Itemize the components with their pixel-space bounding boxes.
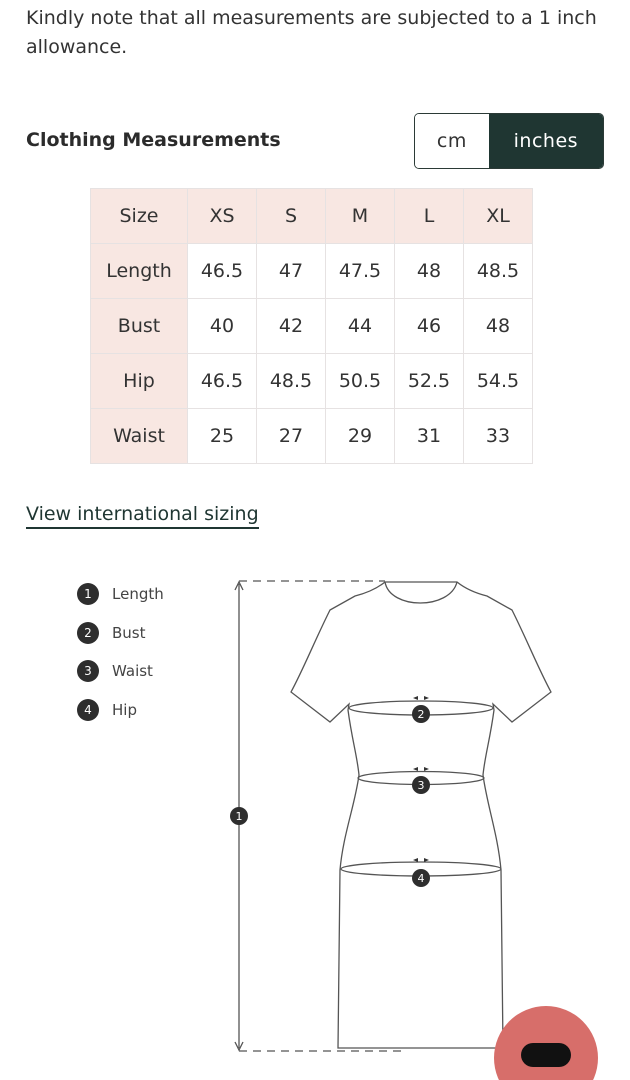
legend-number: 4 bbox=[77, 699, 99, 721]
table-cell: 47 bbox=[257, 244, 326, 299]
bust-marker-number: 2 bbox=[417, 708, 425, 721]
legend-number: 3 bbox=[77, 660, 99, 682]
size-header-l: L bbox=[395, 189, 464, 244]
table-cell: 44 bbox=[326, 299, 395, 354]
size-table bbox=[90, 188, 533, 464]
legend-number: 1 bbox=[77, 583, 99, 605]
size-header-xl: XL bbox=[464, 189, 533, 244]
allowance-note: Kindly note that all measurements are subjected to a 1 inch allowance. bbox=[26, 7, 597, 58]
table-cell: 50.5 bbox=[326, 354, 395, 409]
unit-toggle bbox=[414, 113, 604, 169]
table-cell: 46 bbox=[395, 299, 464, 354]
neckline bbox=[385, 582, 457, 603]
row-label-bust: Bust bbox=[91, 299, 188, 354]
table-cell: 40 bbox=[188, 299, 257, 354]
length-marker-number: 1 bbox=[235, 810, 243, 823]
legend-item bbox=[77, 659, 164, 683]
table-cell: 52.5 bbox=[395, 354, 464, 409]
table-cell: 29 bbox=[326, 409, 395, 464]
size-header-s: S bbox=[257, 189, 326, 244]
measurements-title: Clothing Measurements bbox=[26, 129, 281, 151]
hip-marker-number: 4 bbox=[417, 872, 425, 885]
table-cell: 46.5 bbox=[188, 244, 257, 299]
chat-bubble-icon bbox=[521, 1043, 571, 1067]
table-row bbox=[91, 244, 533, 299]
table-row bbox=[91, 299, 533, 354]
table-cell: 54.5 bbox=[464, 354, 533, 409]
table-row bbox=[91, 354, 533, 409]
measurement-legend bbox=[77, 582, 164, 736]
dress-measurement-diagram bbox=[225, 570, 565, 1060]
table-row bbox=[91, 409, 533, 464]
table-cell: 48.5 bbox=[464, 244, 533, 299]
legend-item bbox=[77, 582, 164, 606]
dress-outline bbox=[291, 582, 551, 1048]
view-international-sizing-link[interactable]: View international sizing bbox=[26, 503, 259, 529]
size-header-xs: XS bbox=[188, 189, 257, 244]
table-cell: 48 bbox=[395, 244, 464, 299]
table-cell: 47.5 bbox=[326, 244, 395, 299]
table-cell: 42 bbox=[257, 299, 326, 354]
table-cell: 25 bbox=[188, 409, 257, 464]
table-cell: 33 bbox=[464, 409, 533, 464]
size-header-m: M bbox=[326, 189, 395, 244]
waist-marker bbox=[412, 776, 430, 794]
legend-item bbox=[77, 621, 164, 645]
row-label-length: Length bbox=[91, 244, 188, 299]
row-label-waist: Waist bbox=[91, 409, 188, 464]
waist-marker-number: 3 bbox=[417, 779, 425, 792]
length-marker bbox=[230, 807, 248, 825]
table-cell: 46.5 bbox=[188, 354, 257, 409]
table-cell: 27 bbox=[257, 409, 326, 464]
legend-label: Length bbox=[112, 585, 164, 603]
hip-marker bbox=[412, 869, 430, 887]
measurements-header bbox=[26, 113, 604, 171]
size-table-header-row bbox=[91, 189, 533, 244]
unit-inches-button[interactable]: inches bbox=[489, 114, 603, 168]
size-header-label: Size bbox=[91, 189, 188, 244]
legend-number: 2 bbox=[77, 622, 99, 644]
legend-label: Waist bbox=[112, 662, 153, 680]
table-cell: 48.5 bbox=[257, 354, 326, 409]
bust-marker bbox=[412, 705, 430, 723]
row-label-hip: Hip bbox=[91, 354, 188, 409]
legend-item bbox=[77, 698, 164, 722]
table-cell: 31 bbox=[395, 409, 464, 464]
legend-label: Bust bbox=[112, 623, 146, 642]
table-cell: 48 bbox=[464, 299, 533, 354]
legend-label: Hip bbox=[112, 700, 137, 719]
unit-cm-button[interactable]: cm bbox=[415, 114, 489, 168]
